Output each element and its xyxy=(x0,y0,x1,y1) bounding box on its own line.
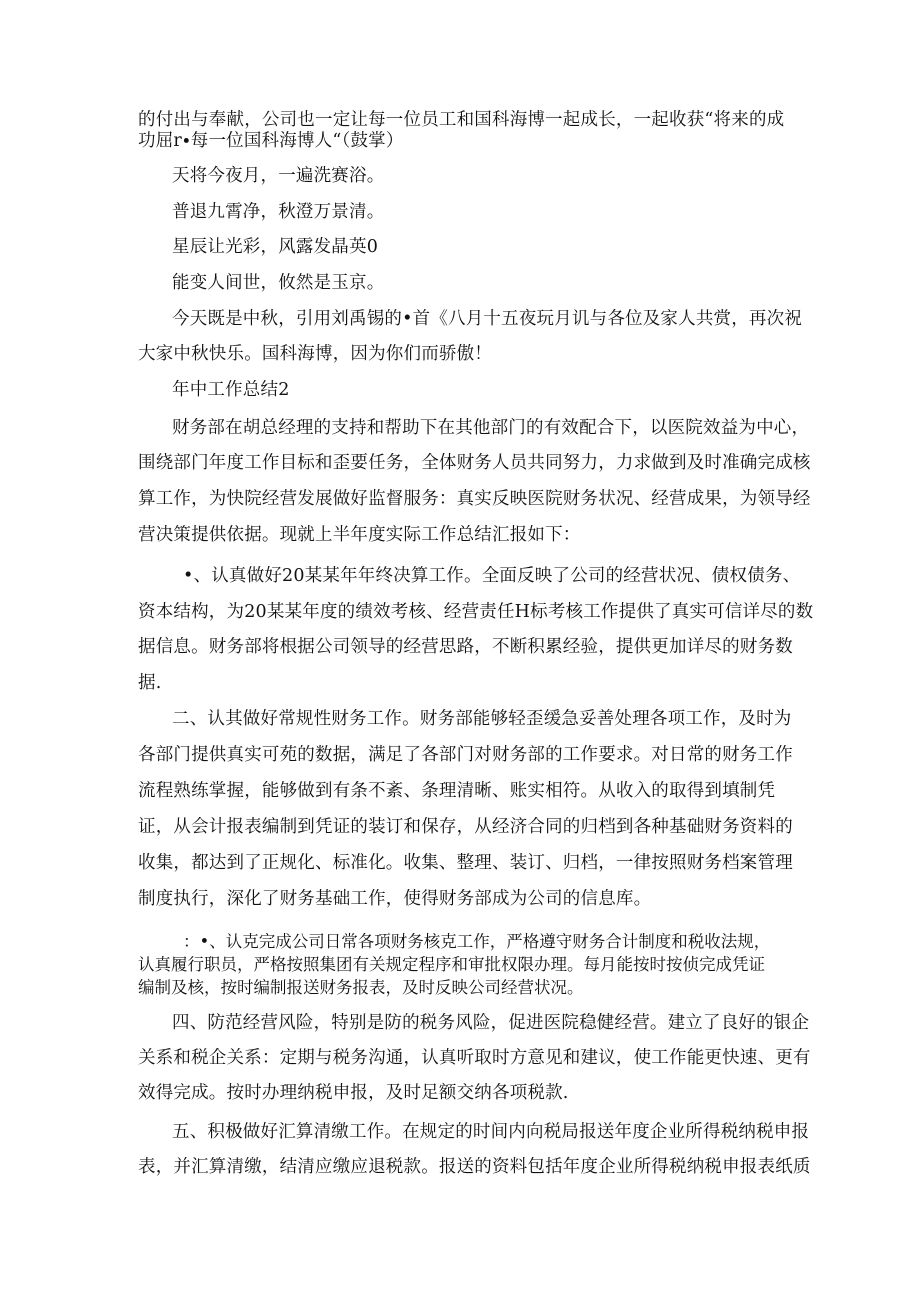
text-line: 普退九霄净，秋澄万景清。 xyxy=(172,202,385,222)
text-line: 编制及核，按时编制报送财务报表，及时反映公司经营状况。 xyxy=(138,978,584,997)
text-line: 二、认其做好常规性财务工作。财务部能够轻歪缓急妥善处理各项工作，及时为 xyxy=(172,709,792,729)
text-line: 表，并汇算清缴，结清应缴应退税款。报送的资料包括年度企业所得税纳税申报表纸质 xyxy=(138,1157,811,1177)
text-line: 财务部在胡总经理的支持和帮助下在其他部门的有效配合下，以医院效益为中心， xyxy=(172,418,810,438)
text-line: 的付出与奉献，公司也一定让每一位员工和国科海博一起成长，一起收获“将来的成 xyxy=(138,110,785,130)
text-line: 效得完成。按时办理纳税申报，及时足额交纳各项税款. xyxy=(138,1083,569,1103)
text-line: 星辰让光彩，风露发晶英0 xyxy=(172,237,379,257)
text-line: 证，从会计报表编制到凭证的装订和保存，从经济合同的归档到各种基础财务资料的 xyxy=(138,817,793,837)
text-line: 认真履行职员，严格按照集团有关规定程序和审批权限办理。每月能按时按侦完成凭证 xyxy=(138,955,765,974)
text-line: 各部门提供真实可苑的数据，满足了各部门对财务部的工作要求。对日常的财务工作 xyxy=(138,745,793,765)
text-line: 营决策提供依据。现就上半年度实际工作总结汇报如下： xyxy=(138,525,581,545)
text-line: 收集，都达到了正规化、标准化。收集、整理、装订、归档，一律按照财务档案管理 xyxy=(138,853,793,873)
text-line: 天将今夜月，一遍洗赛浴。 xyxy=(172,166,385,186)
text-line: 功屈r∙每一位国科海博人“（鼓掌） xyxy=(138,131,404,151)
text-line: 四、防范经营风险，特别是防的税务风险，促进医院稳健经营。建立了良好的银企 xyxy=(172,1013,810,1033)
text-line: 算工作，为快院经营发展做好监督服务：真实反映医院财务状况、经营成果，为领导经 xyxy=(138,489,811,509)
text-line: •、认真做好20某某年年终决算工作。全面反映了公司的经营状况、债权债务、 xyxy=(183,566,801,586)
text-line: 围绕部门年度工作目标和歪要任务，全体财务人员共同努力，力求做到及时准确完成核 xyxy=(138,453,811,473)
text-line: 今天既是中秋，引用刘禹锡的•首《八月十五夜玩月讥与各位及家人共赏，再次祝 xyxy=(172,309,803,329)
text-line: 能变人间世，攸然是玉京。 xyxy=(172,273,385,293)
text-line: 资本结构，为20某某年度的绩效考核、经营责任H标考核工作提供了真实可信详尽的数 xyxy=(138,602,814,622)
text-line: ：•、认克完成公司日常各项财务核克工作，严格遵守财务合计制度和税收法规， xyxy=(183,932,771,951)
text-line: 据. xyxy=(138,673,162,693)
text-line: 流程熟练掌握，能够做到有条不紊、条理清晰、账实相符。从收入的取得到填制凭 xyxy=(138,781,776,801)
text-line: 据信息。财务部将根据公司领导的经营思路，不断积累经验，提供更加详尽的财务数 xyxy=(138,637,793,657)
text-line: 制度执行，深化了财务基础工作，使得财务部成为公司的信息库。 xyxy=(138,889,652,909)
text-line: 五、积极做好汇算清缴工作。在规定的时间内向税局报送年度企业所得税纳税申报 xyxy=(172,1122,810,1142)
section-heading: 年中工作总结2 xyxy=(172,380,290,400)
text-line: 大家中秋快乐。国科海博，因为你们而骄傲！ xyxy=(138,344,492,364)
text-line: 关系和税企关系：定期与税务沟通，认真听取时方意见和建议，使工作能更快速、更有 xyxy=(138,1048,811,1068)
